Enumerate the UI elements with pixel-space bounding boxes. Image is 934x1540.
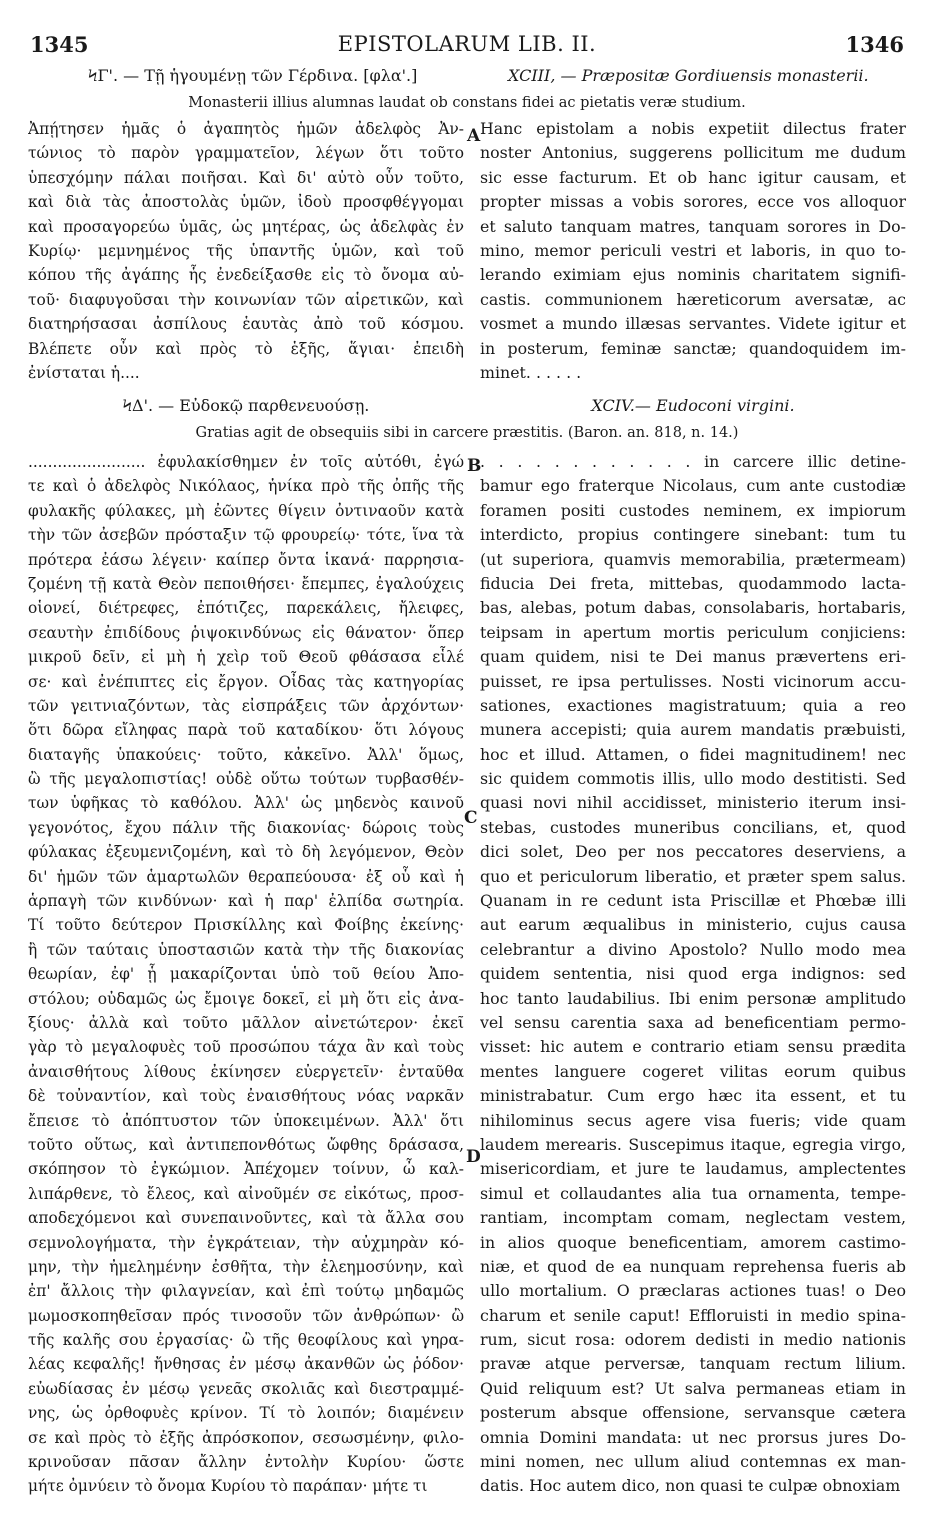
letter94-latin-line: datis. Hoc autem dico, non quasi te culpæ obnoxiam <box>480 1476 901 1496</box>
letter93-greek-line: ὑπεσχόμην πάλαι ποιῆσαι. Καὶ δι' αὐτὸ οὖν τοῦτο, <box>28 168 464 187</box>
letter94-greek-line: ........................ ἐφυλακίσθημεν ἐν τοῖς αὐτόθι, ἐγώ <box>28 453 464 471</box>
letter94-latin-line: omnia Domini mandata: ut nec prorsus jures Do- <box>480 1427 906 1447</box>
page-number-left: 1345 <box>30 32 89 57</box>
letter93-latin-line: et saluto tanquam matres, tanquam sorores in Do- <box>480 216 906 236</box>
letter94-latin-line: laudem merearis. Suscepimus itaque, egregia virgo, <box>480 1134 906 1154</box>
letter94-greek-line: δὲ τοὐναντίον, καὶ τοὺς ἐναισθήτους νόας ναρκᾶν <box>28 1087 464 1106</box>
letter94-greek-line: ἢ τῶν ταύταις ὑποστασιῶν κατὰ τὴν τῆς διακονίας <box>28 940 464 959</box>
letter93-greek-heading: ϞΓ'. — Τῇ ἡγουμένῃ τῶν Γέρδινα. [φλα'.] <box>88 66 418 85</box>
letter93-latin-line: castis. communionem hæreticorum aversatæ, ac <box>480 289 906 309</box>
letter94-latin-line: posterum absque offensione, servansque cætera <box>480 1403 906 1423</box>
letter94-greek-line: τῶν γειτνιαζόντων, τὰς εἰσπράξεις τῶν ἀρχόντων· <box>28 696 464 715</box>
letter94-greek-line: λιπάρθενε, τὸ ἔλεος, καὶ αἰνοῦμέν σε εἰκότως, προσ- <box>28 1184 464 1203</box>
letter94-latin-line: stebas, custodes muneribus concilians, et, quod <box>480 817 906 837</box>
letter94-greek-line: οἱονεί, διέτρεφες, ἐπότιζες, παρεκάλεις, ἤλειφες, <box>28 599 464 618</box>
letter93-greek-heading-block <box>28 66 464 86</box>
letter94-greek-line: φύλακας ἐξευμενιζομένη, καὶ τὸ δὴ λεγόμενον, Θεὸν <box>28 843 464 862</box>
letter94-greek-line: στόλου; οὐδαμῶς ὡς ἔμοιγε δοκεῖ, εἰ μὴ ὅτι εἰς ἀνα- <box>28 989 464 1008</box>
letter93-greek-line: καὶ διὰ τὰς ἀποστολὰς ὑμῶν, ἰδοὺ προσφθέγγομαι <box>28 193 464 212</box>
letter94-greek-line: γὰρ τὸ μεγαλοφυὲς τοῦ προσώπου τάχα ἂν καὶ τοὺς <box>28 1038 464 1057</box>
letter94-greek-line: Τί τοῦτο δεύτερον Πρισκίλλης καὶ Φοίβης ἐκείνης· <box>28 916 464 935</box>
letter94-latin-line: hoc tanto laudabilius. Ibi enim personæ amplitudo <box>480 988 906 1008</box>
letter94-greek-line: διαταγῆς ὑπακούεις· τοῦτο, κἀκεῖνο. Ἀλλ' ὅμως, <box>28 745 464 764</box>
letter94-greek-line: τοῦτο οὕτως, καὶ ἀντιπεπονθότως ὤφθης δράσασα, <box>28 1135 464 1154</box>
letter94-latin-line: mini nomen, nec ullum aliud contemnas ex man- <box>480 1452 906 1472</box>
letter93-summary: Monasterii illius alumnas laudat ob constans fidei ac pietatis veræ studium. <box>188 95 746 111</box>
running-title: EPISTOLARUM LIB. II. <box>337 32 597 56</box>
letter94-greek-line: μωμοσκοπηθεῖσαν πρός τινοσοῦν τῶν ἀνθρώπων· ὢ <box>28 1306 464 1325</box>
letter94-latin-heading: XCIV.— Eudoconi virgini. <box>591 396 795 415</box>
letter93-latin-line: lerando eximiam ejus nominis charitatem signifi- <box>480 265 906 285</box>
letter94-greek-line: ἁρπαγὴ τῶν κινδύνων· καὶ ἡ παρ' ἐλπίδα σωτηρία. <box>28 892 464 911</box>
letter93-greek-line: ἐνίσταται ἡ.... <box>28 363 140 382</box>
letter94-greek-line: πρότερα ἐάσω λέγειν· καίπερ ὄντα ἱκανά· παρρησια- <box>28 550 464 569</box>
letter94-latin-line: vel sensu carentia saxa ad beneficentiam permo- <box>480 1012 906 1032</box>
letter93-latin-line: noster Antonius, suggerens pollicitum me dudum <box>480 143 906 163</box>
margin-marker-b: B <box>467 456 482 476</box>
letter94-latin-line: hoc et illud. Attamen, o fidei magnitudinem! nec <box>480 744 906 764</box>
letter94-greek-line: μην, τὴν ἠμελημένην ἐσθῆτα, τὴν ἐλεημοσύνην, καὶ <box>28 1257 464 1276</box>
letter94-latin-line: . . . . . . . . . . . . in carcere illic detine- <box>480 452 906 471</box>
letter93-greek-line: Βλέπετε οὖν καὶ πρὸς τὸ ἑξῆς, ἅγιαι· ἐπειδὴ <box>28 339 464 358</box>
letter93-latin-line: Hanc epistolam a nobis expetiit dilectus frater <box>480 119 906 138</box>
letter94-greek-line: τε καὶ ὁ ἀδελφὸς Νικόλαος, ἡνίκα πρὸ τῆς ὀπῆς τῆς <box>28 477 464 496</box>
letter94-latin-line: Quid reliquum est? Ut salva permaneas etiam in <box>480 1378 906 1398</box>
letter93-greek-line: κόπου τῆς ἀγάπης ἧς ἐνεδείξασθε εἰς τὸ ὄνομα αὐ- <box>28 266 464 285</box>
letter94-greek-line: σεμνολογήματα, τὴν ἐγκράτειαν, τὴν αὐχμηρὰν κό- <box>28 1233 464 1252</box>
letter93-latin-line: mino, memor periculi vestri et laboris, in quo to- <box>480 240 906 260</box>
margin-marker-d: D <box>466 1147 481 1167</box>
letter94-greek-line: τῆς καλῆς σου ἐργασίας· ὢ τῆς θεοφίλους καὶ γηρα- <box>28 1331 464 1350</box>
letter94-greek-line: ὅτι δῶρα εἴληφας παρὰ τοῦ καταδίκου· ὅτι λόγους <box>28 721 464 740</box>
letter94-latin-line: (ut superiora, quamvis memorabilia, prætermeam) <box>480 549 906 569</box>
letter94-latin-line: sic quidem commotis illis, ullo modo destitisti. Sed <box>480 769 906 789</box>
letter94-latin-line: simul et collaudantes alia tua ornamenta, tempe- <box>480 1183 906 1203</box>
letter93-greek-line: διατηρήσασαι ἀσπίλους ἑαυτὰς ἀπὸ τοῦ κόσμου. <box>28 315 464 334</box>
letter94-latin-line: foramen positi custodes neminem, ex impiorum <box>480 500 906 520</box>
letter94-latin-line: ullo mortalium. O præclaras actiones tuas! o Deo <box>480 1281 906 1301</box>
letter94-greek-line: ζομένη τῇ κατὰ Θεὸν πεποιθήσει· ἔπεμπες, ἐγαλούχεις <box>28 574 464 593</box>
letter94-latin-line: rum, sicut rosa: odorem dedisti in medio nationis <box>480 1330 906 1350</box>
letter94-latin-line: visset: hic autem e contrario etiam sensu prædita <box>480 1037 906 1057</box>
letter93-greek-line: Ἀπῄτησεν ἡμᾶς ὁ ἀγαπητὸς ἡμῶν ἀδελφὸς Ἀν- <box>28 120 464 138</box>
letter94-greek-heading: ϞΔ'. — Εὐδοκῷ παρθενευούσῃ. <box>122 396 370 415</box>
letter93-greek-line: καὶ προσαγορεύω ὑμᾶς, ὡς μητέρας, ὡς ἀδελφὰς ἐν <box>28 217 464 236</box>
letter93-greek-line: τώνιος τὸ παρὸν γραμματεῖον, λέγων ὅτι τοῦτο <box>28 144 464 163</box>
letter94-latin-line: quo et periculorum liberatio, et præter spem salus. <box>480 866 906 886</box>
letter94-latin-line: teipsam in apertum mortis periculum conjiciens: <box>480 622 906 642</box>
letter94-greek-line: δι' ἡμῶν τῶν ἁμαρτωλῶν θεραπεύουσα· ἐξ οὗ καὶ ἡ <box>28 867 464 886</box>
letter94-latin-line: niæ, et quod de ea nunquam reprehensa fueris ab <box>480 1256 906 1276</box>
letter94-latin-line: charum et senile caput! Effloruisti in medio spina- <box>480 1305 906 1325</box>
letter94-latin-text <box>480 450 906 1499</box>
letter94-latin-line: rantiam, incomptam comam, neglectam vestem, <box>480 1208 906 1228</box>
letter94-latin-line: quidem sententia, nisi quod erga indignos: sed <box>480 964 906 984</box>
letter94-latin-line: interdicto, propius contingere sinebant: tum tu <box>480 525 906 545</box>
letter93-latin-line: vosmet a mundo illæsas servantes. Videte igitur et <box>480 314 906 334</box>
letter94-latin-line: ministrabatur. Cum ergo hæc ita essent, et tu <box>480 1086 906 1106</box>
letter94-greek-line: νης, ὡς ὀρθοφυὲς κρίνον. Τί τὸ λοιπόν; διαμένειν <box>28 1404 464 1423</box>
letter93-latin-heading-block <box>480 66 906 86</box>
letter93-greek-line: τοῦ· διαφυγοῦσαι τὴν κοινωνίαν τῶν αἱρετικῶν, καὶ <box>28 290 464 309</box>
letter93-greek-line: Κυρίῳ· μεμνημένος τῆς ὑπαντῆς ὑμῶν, καὶ τοῦ <box>28 241 464 260</box>
letter94-greek-line: ἀναισθήτους λίθους ἐκίνησεν εὐεργετεῖν· ἐνταῦθα <box>28 1062 464 1081</box>
letter94-latin-line: pravæ atque perversæ, tanquam rectum lilium. <box>480 1354 906 1374</box>
letter94-greek-line: μικροῦ δεῖν, εἰ μὴ ἡ χεὶρ τοῦ Θεοῦ φθάσασα εἷλέ <box>28 648 464 667</box>
letter93-latin-text <box>480 117 906 385</box>
letter94-greek-line: γεγονότος, ἔχου πάλιν τῆς διακονίας· δώροις τοὺς <box>28 818 464 837</box>
letter94-greek-text <box>28 450 464 1499</box>
letter94-greek-line: θεωρίαν, ἐφ' ᾗ μακαρίζονται ὑπὸ τοῦ θείου Ἀπο- <box>28 965 464 984</box>
letter94-greek-line: μήτε ὀμνύειν τὸ ὄνομα Κυρίου τὸ παράπαν· μήτε τι <box>28 1477 428 1496</box>
margin-marker-a: A <box>467 126 481 146</box>
letter94-greek-line: σε· καὶ ἐνέπιπτες εἰς ἔργον. Οἶδας τὰς κατηγορίας <box>28 672 464 691</box>
letter94-summary: Gratias agit de obsequiis sibi in carcere præstitis. (Baron. an. 818, n. 14.) <box>195 425 739 441</box>
letter94-latin-line: aut earum æqualibus in ministerio, cujus causa <box>480 915 906 935</box>
letter94-greek-line: σε καὶ πρὸς τὸ ἑξῆς ἀπρόσκοπον, σεσωσμένην, φιλο- <box>28 1428 464 1447</box>
letter94-latin-line: dici solet, Deo per nos peccatores deserviens, a <box>480 842 906 862</box>
letter94-greek-line: σεαυτὴν ἐπιδίδους ῥιψοκινδύνως εἰς θάνατον· ὅπερ <box>28 623 464 642</box>
letter94-latin-line: munera accepisti; quia aurem mandatis præbuisti, <box>480 720 906 740</box>
letter94-latin-line: nihilominus secus agere visa fueris; vide quam <box>480 1110 906 1130</box>
letter94-greek-line: τὴν τῶν ἀσεβῶν πρόσταξιν τῷ φρουρείῳ· τότε, ἵνα τὰ <box>28 526 464 545</box>
letter94-latin-line: misericordiam, et jure te laudamus, amplectentes <box>480 1159 906 1179</box>
letter93-latin-heading: XCIII, — Præpositæ Gordiuensis monasterii. <box>508 66 869 85</box>
margin-marker-c: C <box>464 808 478 828</box>
letter94-greek-line: ἐπ' ἄλλοις τὴν φιλαγνείαν, καὶ ἐπὶ τούτῳ μηδαμῶς <box>28 1282 464 1301</box>
letter93-latin-line: sic esse facturum. Et ob hanc igitur causam, et <box>480 167 906 187</box>
letter94-latin-line: bas, alebas, potum dabas, consolabaris, hortabaris, <box>480 598 906 618</box>
letter93-greek-text <box>28 117 464 385</box>
letter94-greek-line: ὢ τῆς μεγαλοπιστίας! οὐδὲ οὕτω τούτων τυρβασθέν- <box>28 770 464 789</box>
letter94-greek-line: αποδεχόμενοι καὶ συνεπαινοῦντες, καὶ τὰ ἄλλα σου <box>28 1209 464 1228</box>
letter94-latin-line: bamur ego fraterque Nicolaus, cum ante custodiæ <box>480 476 906 496</box>
letter94-latin-line: sationes, exactiones magistratuum; quia a reo <box>480 695 906 715</box>
letter94-latin-line: Quanam in re cedunt ista Priscillæ et Phœbæ illi <box>480 891 906 911</box>
letter94-greek-line: φυλακῆς φύλακες, μὴ ἐῶντες θίγειν ὀντιναοῦν κατὰ <box>28 501 464 520</box>
letter94-latin-line: celebrantur a divino Apostolo? Nullo modo mea <box>480 939 906 959</box>
letter94-latin-line: quasi novi nihil accidisset, ministerio iterum insi- <box>480 793 906 813</box>
letter94-latin-line: puisset, re ipsa pertulisses. Nosti vicinorum accu- <box>480 671 906 691</box>
letter94-latin-line: in alios quoque beneficentiam, amorem castimo- <box>480 1232 906 1252</box>
letter93-latin-line: minet. . . . . . <box>480 362 582 382</box>
page-number-right: 1346 <box>845 32 904 57</box>
letter94-greek-line: εὐωδίασας ἐν μέσῳ γενεᾶς σκολιᾶς καὶ διεστραμμέ- <box>28 1379 464 1398</box>
letter94-latin-heading-block <box>480 396 906 416</box>
letter94-latin-line: quam quidem, nisi te Dei manus prævertens eri- <box>480 647 906 667</box>
letter94-greek-line: ἔπεισε τὸ ἀπόπτυστον τῶν ὑποκειμένων. Ἀλλ' ὅτι <box>28 1111 464 1130</box>
letter94-greek-line: σκόπησον τὸ ἐγκώμιον. Ἀπέχομεν τοίνυν, ὦ καλ- <box>28 1160 464 1179</box>
letter93-latin-line: in posterum, feminæ sanctæ; quandoquidem im- <box>480 338 906 358</box>
letter94-latin-line: mentes languere cogeret vilitas eorum quibus <box>480 1061 906 1081</box>
letter94-greek-line: λέας κεφαλῆς! ἤνθησας ἐν μέσῳ ἀκανθῶν ὡς ῥόδον· <box>28 1355 464 1374</box>
letter94-greek-line: των ὑφῆκας τὸ καθόλου. Ἀλλ' ὡς μηδενὸς καινοῦ <box>28 794 464 813</box>
letter94-greek-line: κρινοῦσαν πᾶσαν ἄλλην ἐντολὴν Κυρίου· ὥστε <box>28 1453 464 1472</box>
letter94-greek-line: ξίους· ἀλλὰ καὶ τοῦτο μᾶλλον αἰνετώτερον· ἐκεῖ <box>28 1013 464 1032</box>
letter94-latin-line: fiducia Dei freta, mittebas, quodammodo lacta- <box>480 573 906 593</box>
letter93-latin-line: propter missas a vobis sorores, ecce vos alloquor <box>480 192 906 212</box>
letter94-greek-heading-block <box>28 396 464 416</box>
